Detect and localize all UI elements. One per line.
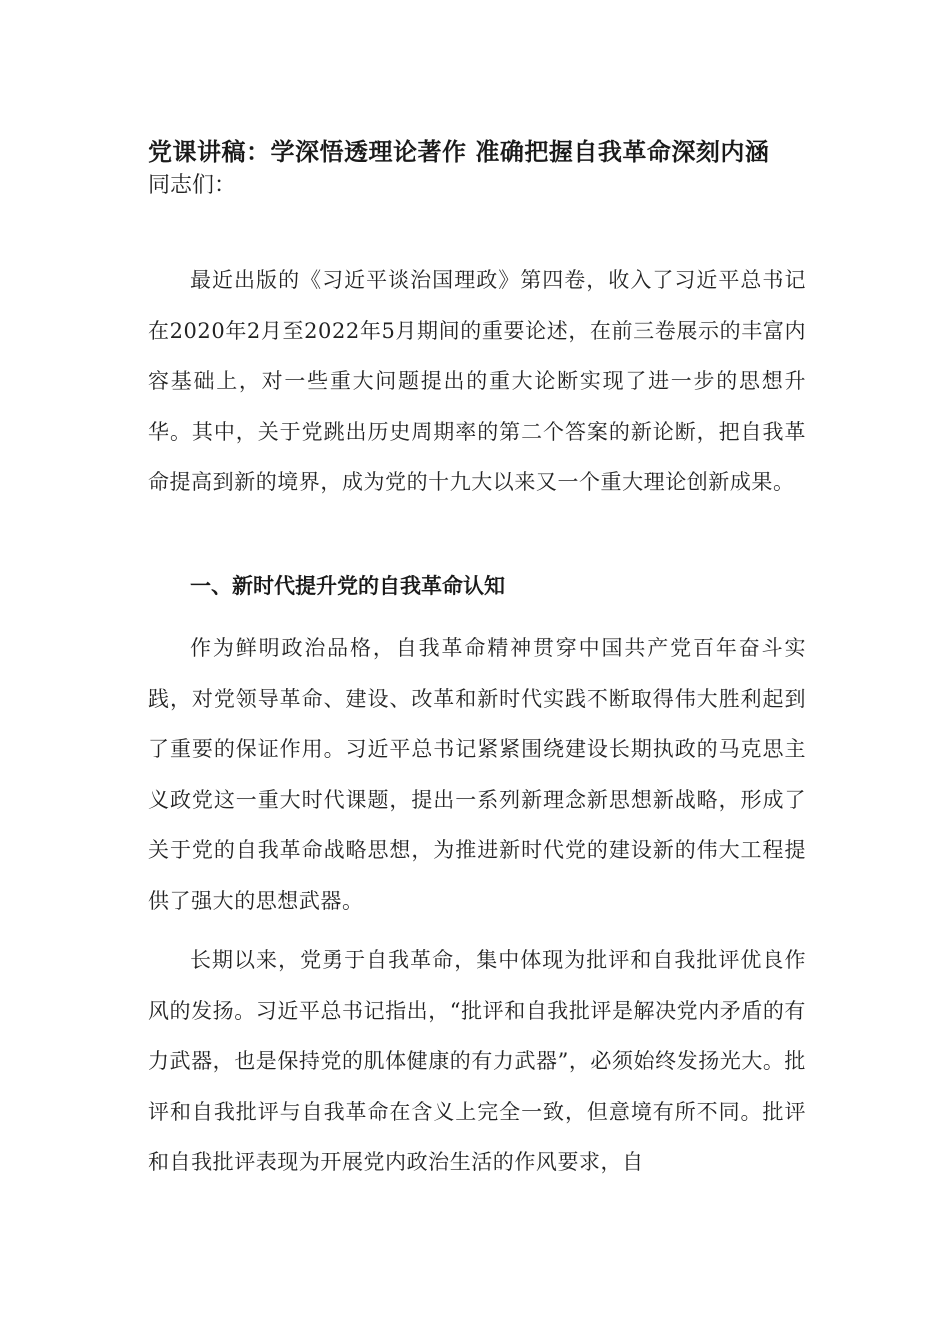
salutation: 同志们： bbox=[148, 173, 237, 198]
paragraph-intro: 最近出版的《习近平谈治国理政》第四卷，收入了习近平总书记在2020年2月至2022年5月期间的重要论述，在前三卷展示的丰富内容基础上，对一些重大问题提出的重大论断实现了进一步的思想升华。其中，关于党跳出历史周期率的第二个答案的新论断，把自我革命提高到新的境界，成为党的十九大以来又一个重大理论创新成果。 bbox=[148, 268, 806, 494]
paragraph-criticism: 长期以来，党勇于自我革命，集中体现为批评和自我批评优良作风的发扬。习近平总书记指出，“批评和自我批评是解决党内矛盾的有力武器，也是保持党的肌体健康的有力武器”，必须始终发扬光大。批评和自我批评与自我革命在含义上完全一致，但意境有所不同。批评和自我批评表现为开展党内政治生活的作风要求，自 bbox=[148, 948, 806, 1174]
document-title: 党课讲稿：学深悟透理论著作 准确把握自我革命深刻内涵 bbox=[148, 138, 770, 166]
paragraph-self-revolution: 作为鲜明政治品格，自我革命精神贯穿中国共产党百年奋斗实践，对党领导革命、建设、改革和新时代实践不断取得伟大胜利起到了重要的保证作用。习近平总书记紧紧围绕建设长期执政的马克思主义政党这一重大时代课题，提出一系列新理念新思想新战略，形成了关于党的自我革命战略思想，为推进新时代党的建设新的伟大工程提供了强大的思想武器。 bbox=[148, 636, 806, 913]
section-heading: 一、新时代提升党的自我革命认知 bbox=[190, 574, 505, 598]
